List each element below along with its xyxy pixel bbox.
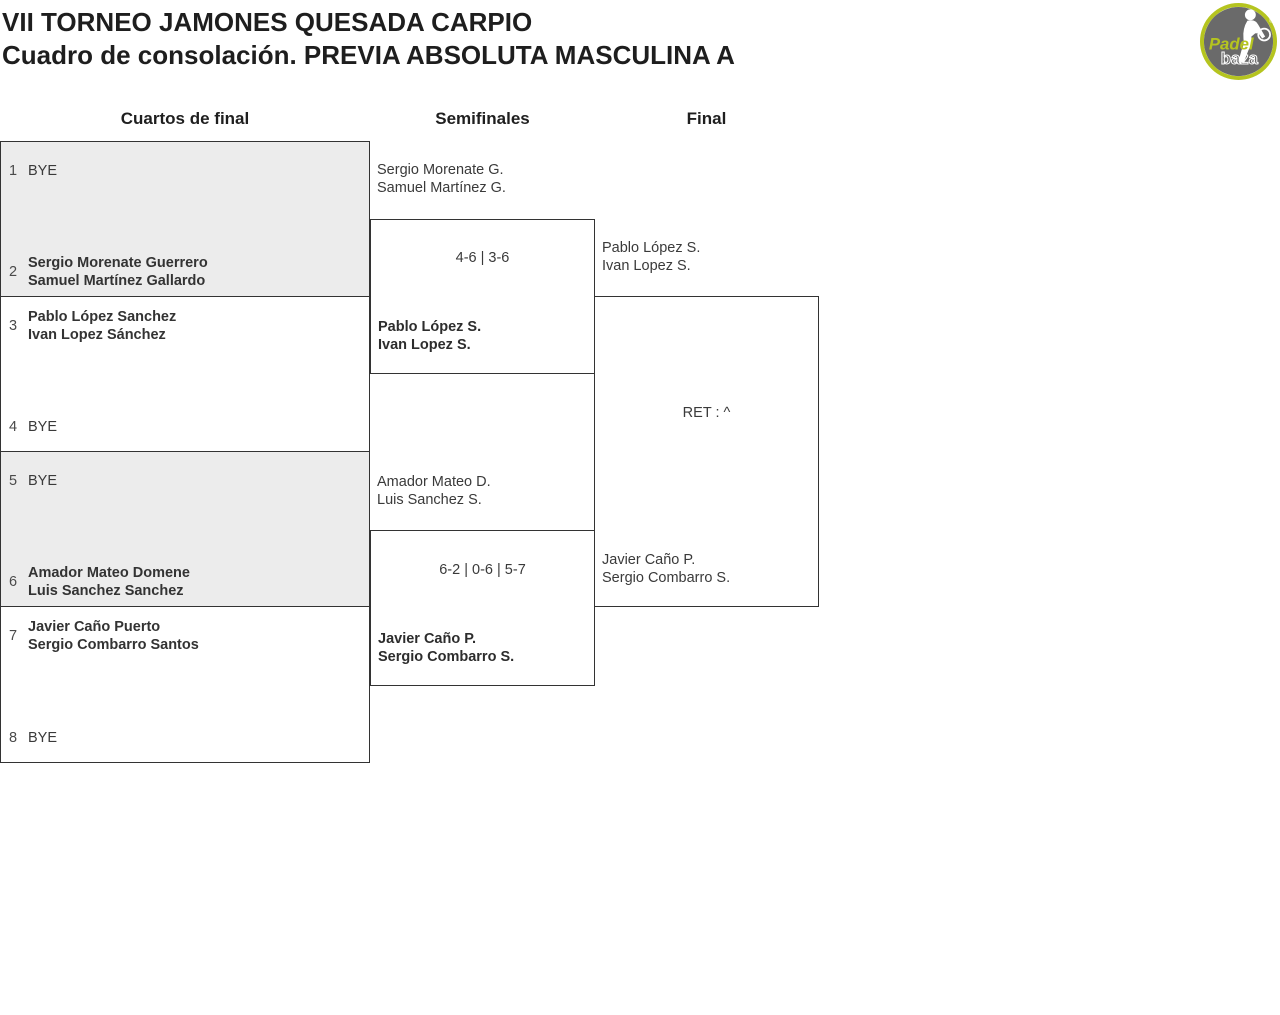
qf-match-3 [1, 452, 369, 607]
logo-text-bottom: baza [1220, 49, 1259, 69]
team-entry-seed-3 [1, 308, 369, 344]
padelbaza-logo [1199, 2, 1278, 81]
team-entry-seed-6 [1, 564, 369, 600]
registered-mark-icon: ® [1269, 18, 1274, 25]
bye-label: BYE [28, 473, 58, 489]
bye-label: BYE [28, 163, 58, 179]
seed-number: 5 [9, 473, 18, 489]
seed-number: 1 [9, 163, 18, 179]
team-entry-seed-2 [1, 254, 369, 290]
seed-number: 6 [9, 574, 18, 590]
team-names: Javier Caño Puerto Sergio Combarro Santos [28, 619, 199, 653]
team-entry-seed-8 [1, 720, 369, 756]
page-title-block [2, 6, 735, 72]
sf1-winner: Pablo López S. Ivan Lopez S. [378, 319, 482, 353]
final-match-box [594, 296, 819, 607]
qf-match-2 [1, 297, 369, 452]
page-title: VII TORNEO JAMONES QUESADA CARPIO [2, 7, 533, 37]
seed-number: 3 [9, 318, 18, 334]
sf1-score: 4-6 | 3-6 [455, 250, 510, 266]
quarterfinals-column [0, 141, 370, 763]
sf2-score: 6-2 | 0-6 | 5-7 [439, 562, 526, 578]
sf2-winner: Javier Caño P. Sergio Combarro S. [378, 631, 515, 665]
round-header-quarterfinals: Cuartos de final [120, 109, 250, 128]
sf1-match-box [370, 219, 595, 374]
sf2-match-box [370, 530, 595, 686]
seed-number: 8 [9, 730, 18, 746]
team-names: Pablo López Sanchez Ivan Lopez Sánchez [28, 309, 177, 343]
team-names: Amador Mateo Domene Luis Sanchez Sanchez [28, 565, 190, 599]
bye-label: BYE [28, 730, 58, 746]
sf2-team-top: Amador Mateo D. Luis Sanchez S. [377, 474, 491, 508]
team-names: Sergio Morenate Guerrero Samuel Martínez Gallardo [28, 255, 208, 289]
round-header-final: Final [686, 109, 727, 128]
seed-number: 7 [9, 628, 18, 644]
bye-label: BYE [28, 419, 58, 435]
logo-text-top: Padel [1208, 34, 1254, 54]
seed-number: 2 [9, 264, 18, 280]
qf-match-1 [1, 142, 369, 297]
final-team-bottom: Javier Caño P. Sergio Combarro S. [602, 552, 731, 586]
team-entry-seed-4 [1, 409, 369, 445]
sf1-team-top: Sergio Morenate G. Samuel Martínez G. [377, 162, 506, 196]
round-header-semifinals: Semifinales [435, 109, 530, 128]
final-team-top: Pablo López S. Ivan Lopez S. [602, 240, 701, 274]
final-score: RET : ^ [682, 405, 731, 421]
seed-number: 4 [9, 419, 18, 435]
qf-match-4 [1, 607, 369, 762]
page-subtitle: Cuadro de consolación. PREVIA ABSOLUTA MASCULINA A [2, 40, 735, 70]
team-entry-seed-1 [1, 153, 369, 189]
team-entry-seed-5 [1, 463, 369, 499]
team-entry-seed-7 [1, 618, 369, 654]
